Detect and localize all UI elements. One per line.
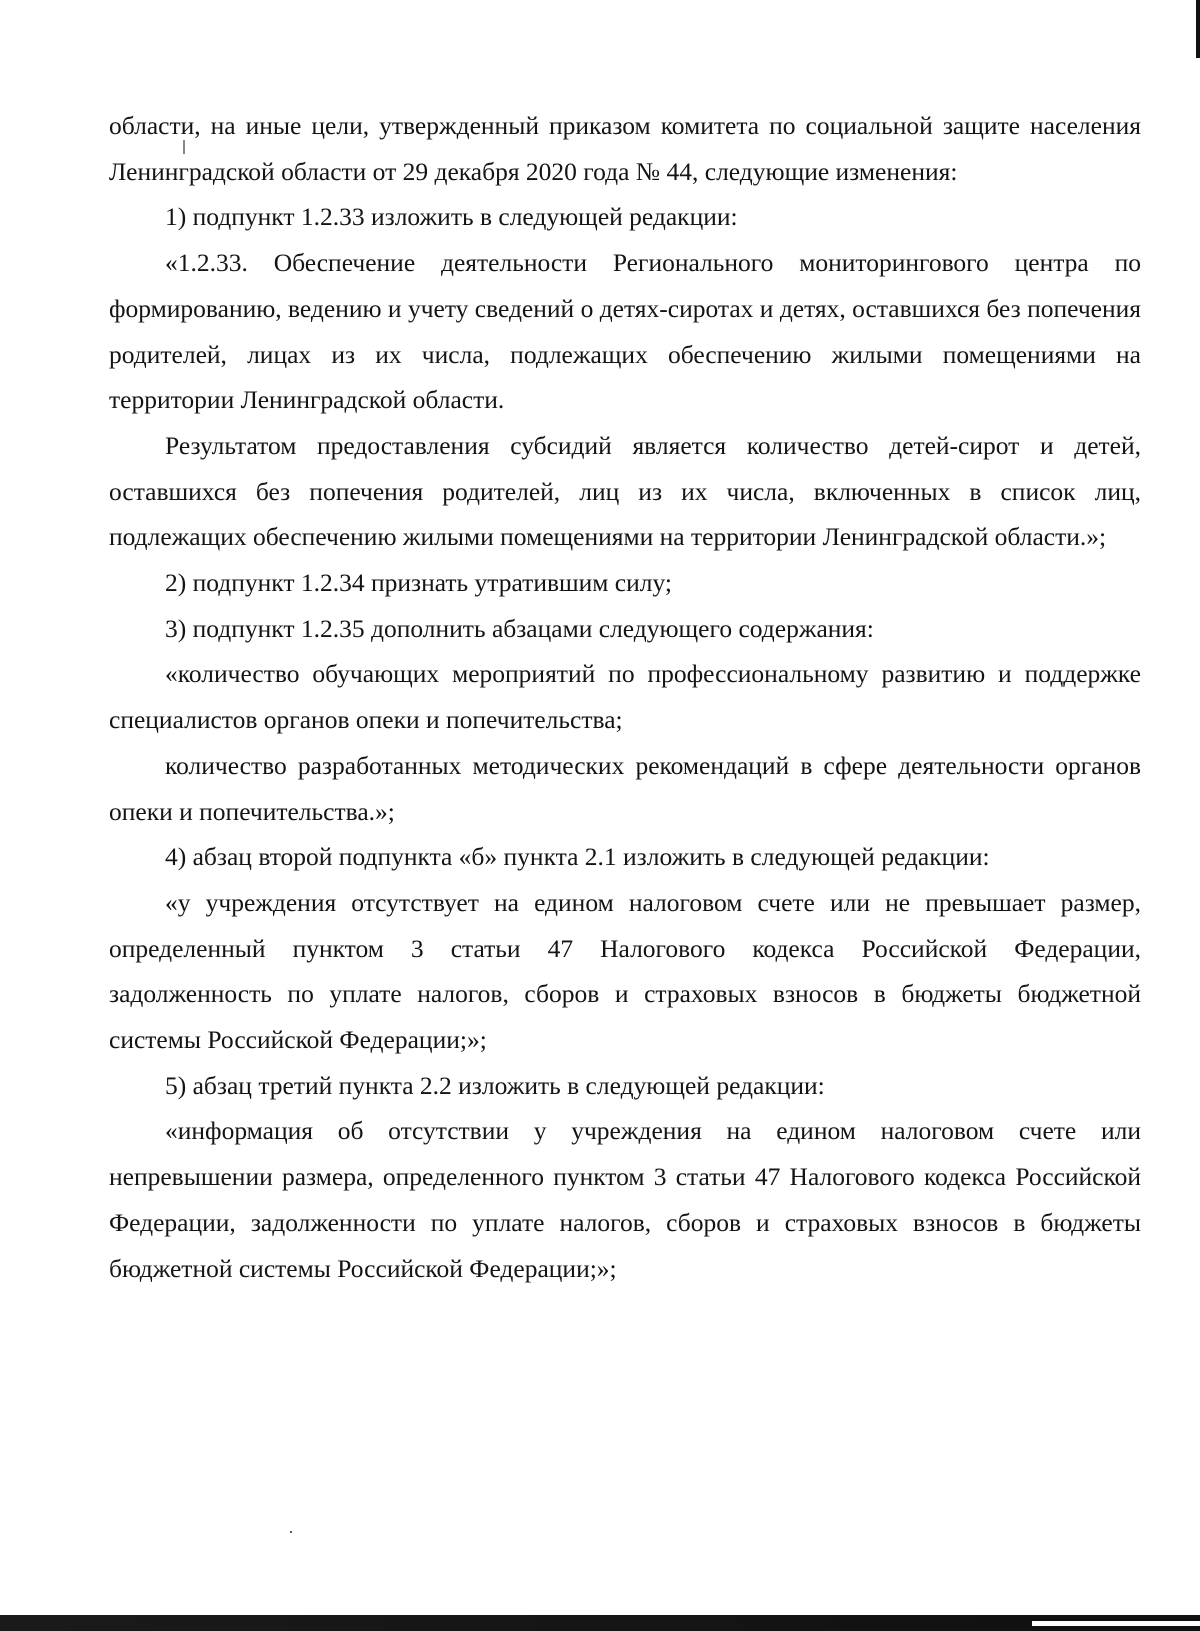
scan-edge-mark <box>1196 0 1200 58</box>
paragraph-training-events: «количество обучающих мероприятий по профессиональному развитию и поддержке специалистов органов опеки и попечительства; <box>109 659 1141 735</box>
paragraph-item-4: 4) абзац второй подпункта «б» пункта 2.1 изложить в следующей редакции: <box>165 842 990 872</box>
paragraph-methodical-recommendations: количество разработанных методических рекомендаций в сфере деятельности органов опеки и попечительства.»; <box>109 750 1141 826</box>
scan-speck <box>290 1531 292 1533</box>
paragraph-item-2: 2) подпункт 1.2.34 признать утратившим силу; <box>165 568 672 598</box>
paragraph-item-3: 3) подпункт 1.2.35 дополнить абзацами следующего содержания: <box>165 613 874 643</box>
paragraph-item-5: 5) абзац третий пункта 2.2 изложить в следующей редакции: <box>165 1070 825 1100</box>
scan-bottom-border-gap <box>1032 1621 1200 1626</box>
document-body <box>109 103 1141 1291</box>
paragraph-item-1: 1) подпункт 1.2.33 изложить в следующей редакции: <box>165 202 738 232</box>
paragraph-quote-1-2-33: «1.2.33. Обеспечение деятельности Регионального мониторингового центра по формированию, ведению и учету сведений о детях-сиротах и детях, оставшихся без попечения родителей, лицах из их числа, подлежащих обеспечению жилыми помещениями на территории Ленинградской области. <box>109 248 1141 415</box>
paragraph-quote-tax-debt: «у учреждения отсутствует на едином налоговом счете или не превышает размер, определенный пунктом 3 статьи 47 Налогового кодекса Российской Федерации, задолженность по уплате налогов, сборов и страховых взносов в бюджеты бюджетной системы Российской Федерации;»; <box>109 887 1141 1055</box>
paragraph-continuation: области, на иные цели, утвержденный приказом комитета по социальной защите населения Ленинградской области от 29 декабря 2020 года № 44, следующие изменения: <box>109 111 1141 186</box>
paragraph-quote-information: «информация об отсутствии у учреждения на едином налоговом счете или непревышении размера, определенного пунктом 3 статьи 47 Налогового кодекса Российской Федерации, задолженности по уплате налогов, сборов и страховых взносов в бюджеты бюджетной системы Российской Федерации;»; <box>109 1116 1141 1283</box>
paragraph-result: Результатом предоставления субсидий является количество детей-сирот и детей, оставшихся без попечения родителей, лиц из их числа, включенных в список лиц, подлежащих обеспечению жилыми помещениями на территории Ленинградской области.»; <box>109 430 1141 552</box>
scan-bottom-border <box>0 1615 1200 1631</box>
